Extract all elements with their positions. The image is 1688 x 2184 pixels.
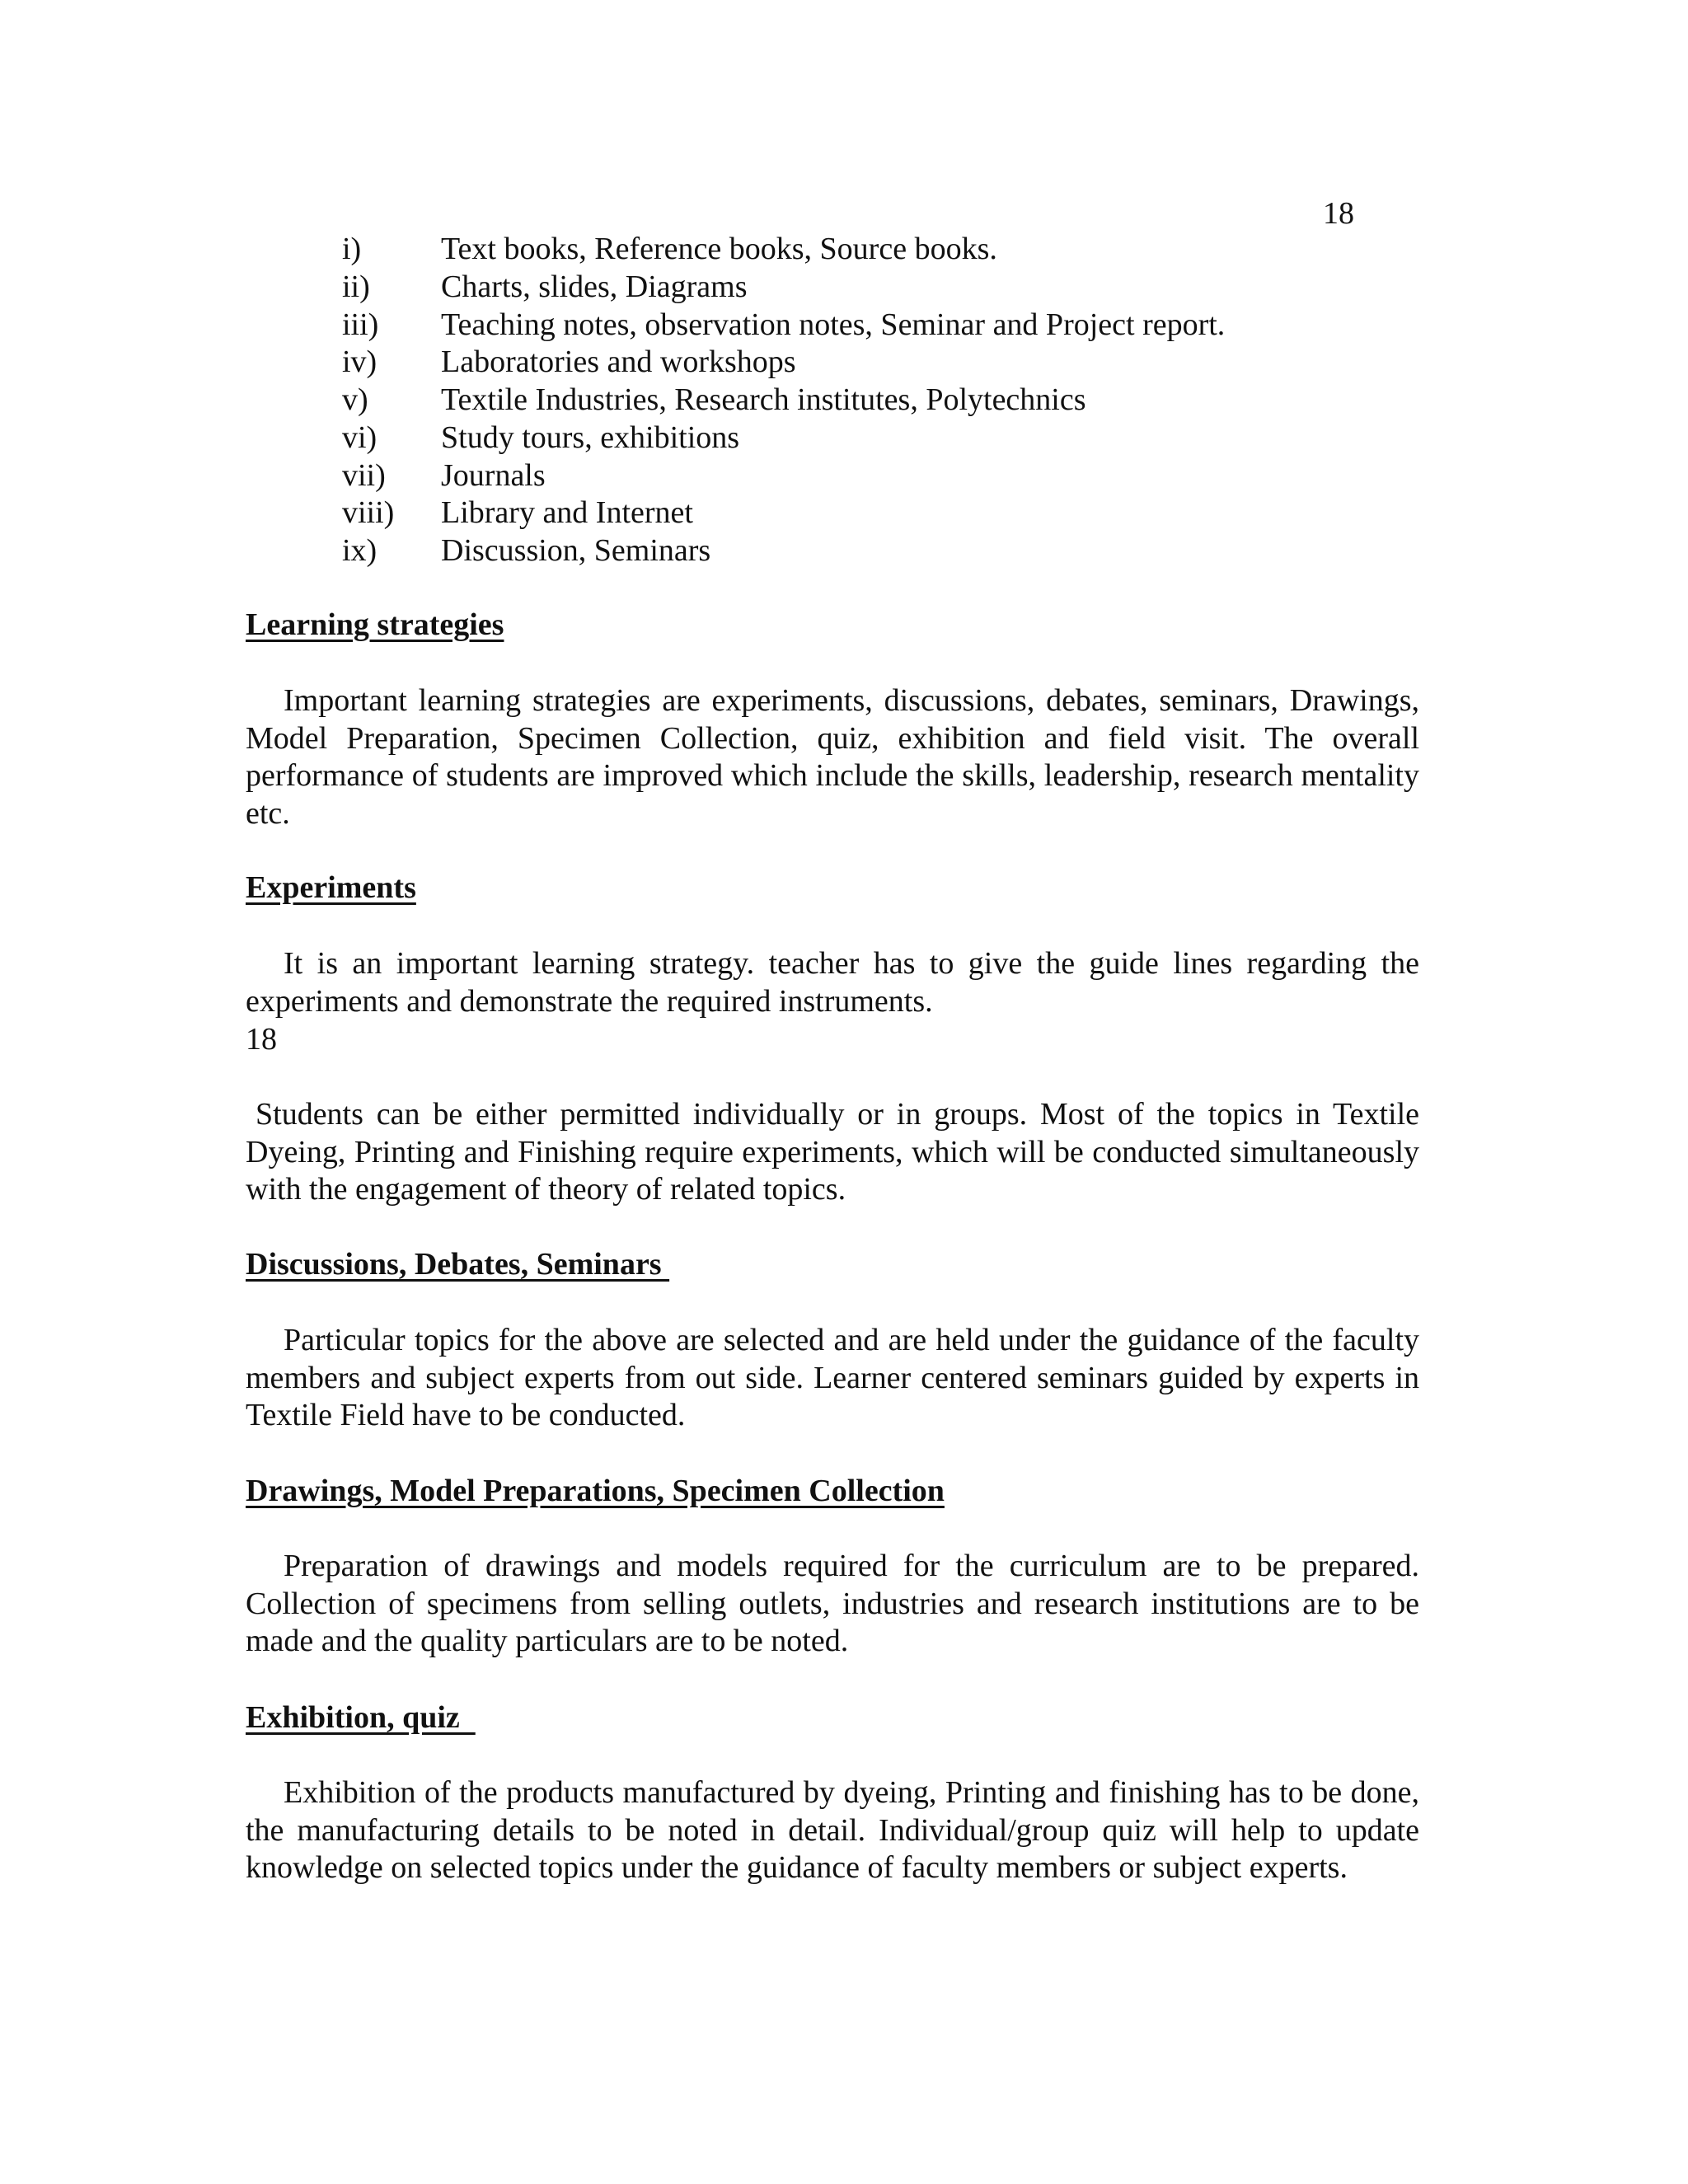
list-item bbox=[342, 382, 1414, 419]
list-item-text: Charts, slides, Diagrams bbox=[441, 269, 748, 304]
list-item-text: Laboratories and workshops bbox=[441, 344, 796, 380]
list-item-text: Text books, Reference books, Source books. bbox=[441, 232, 997, 266]
list-item-text: Study tours, exhibitions bbox=[441, 419, 740, 455]
list-item-numeral: vii) bbox=[342, 457, 386, 493]
list-item bbox=[342, 231, 1414, 269]
heading-discussions: Discussions, Debates, Seminars bbox=[246, 1247, 670, 1282]
paragraph-learning-strategies: Important learning strategies are experiments, discussions, debates, seminars, Drawings, Model Preparation, Specimen Collection, quiz, exhibition and field visit. The overall performance of students are improved which include the skills, leadership, research mentality etc. bbox=[246, 683, 1419, 831]
paragraph-discussions: Particular topics for the above are selected and are held under the guidance of the faculty members and subject experts from out side. Learner centered seminars guided by experts in Textile Field have to be conducted. bbox=[246, 1323, 1419, 1432]
list-item bbox=[342, 307, 1414, 344]
list-item-text: Textile Industries, Research institutes, Polytechnics bbox=[441, 382, 1086, 417]
list-item-text: Teaching notes, observation notes, Seminar and Project report. bbox=[441, 307, 1226, 342]
list-item-numeral: v) bbox=[342, 382, 368, 417]
paragraph-exhibition: Exhibition of the products manufactured by dyeing, Printing and finishing has to be done, the manufacturing details to be noted in detail. Individual/group quiz will help to update knowledge on selected topics under the guidance of faculty members or subject experts. bbox=[246, 1775, 1419, 1885]
page-number: 18 bbox=[1323, 196, 1354, 231]
list-item-text: Library and Internet bbox=[441, 495, 693, 531]
heading-learning-strategies: Learning strategies bbox=[246, 607, 504, 642]
list-item bbox=[342, 419, 1414, 457]
resource-list bbox=[342, 231, 1414, 570]
list-item-numeral: viii) bbox=[342, 495, 395, 531]
list-item-numeral: iv) bbox=[342, 344, 377, 380]
list-item-numeral: ii) bbox=[342, 269, 370, 304]
list-item-numeral: i) bbox=[342, 232, 362, 266]
list-item-text: Discussion, Seminars bbox=[441, 533, 711, 568]
paragraph-experiments: It is an important learning strategy. teacher has to give the guide lines regarding the experiments and demonstrate the required instruments. bbox=[246, 946, 1419, 1019]
list-item-numeral: vi) bbox=[342, 419, 377, 455]
heading-exhibition: Exhibition, quiz bbox=[246, 1700, 476, 1735]
heading-drawings: Drawings, Model Preparations, Specimen Collection bbox=[246, 1474, 945, 1508]
list-item-numeral: iii) bbox=[342, 307, 379, 342]
list-item bbox=[342, 532, 1414, 570]
list-item-text: Journals bbox=[441, 457, 546, 493]
list-item bbox=[342, 494, 1414, 532]
list-item bbox=[342, 344, 1414, 382]
list-item bbox=[342, 269, 1414, 307]
paragraph-drawings: Preparation of drawings and models required for the curriculum are to be prepared. Collection of specimens from selling outlets, industries and research institutions are to be made and the quality particulars are to be noted. bbox=[246, 1549, 1419, 1658]
list-item bbox=[342, 457, 1414, 495]
paragraph-experiments-continued: Students can be either permitted individually or in groups. Most of the topics in Textile Dyeing, Printing and Finishing require experiments, which will be conducted simultaneously with the engagement of theory of related topics. bbox=[246, 1097, 1419, 1207]
inline-page-number: 18 bbox=[246, 1022, 277, 1057]
heading-experiments: Experiments bbox=[246, 870, 416, 905]
list-item-numeral: ix) bbox=[342, 533, 377, 568]
